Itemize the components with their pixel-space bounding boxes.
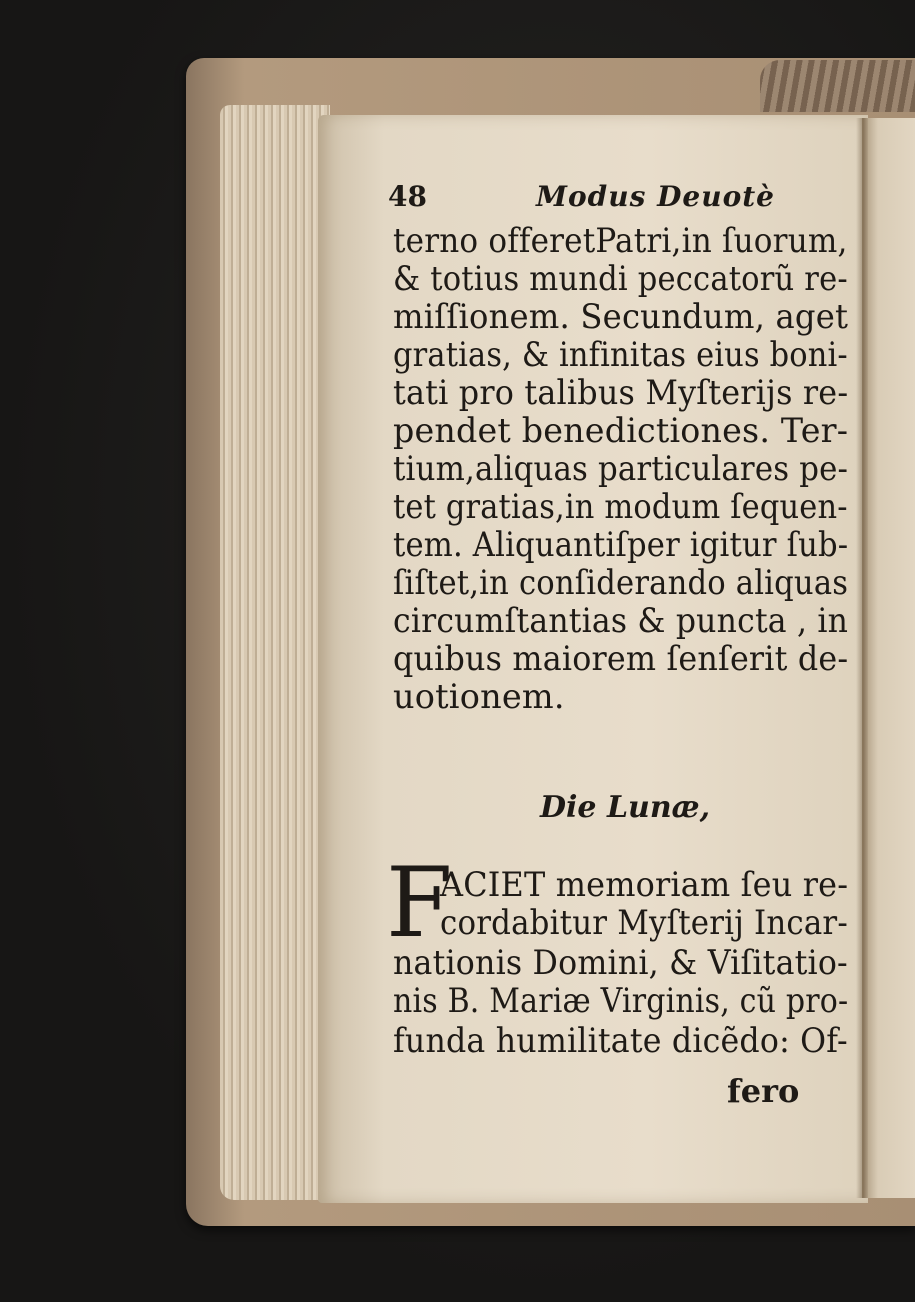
book-headband xyxy=(760,60,915,112)
text-line: funda humilitate dicẽdo: Of- xyxy=(393,1021,848,1060)
page-number: 48 xyxy=(388,180,427,213)
text-line: cordabitur Myſterij Incar- xyxy=(440,903,848,942)
text-line: miſſionem. Secundum, aget xyxy=(393,297,849,336)
text-line: terno offeretPatri,in ſuorum, xyxy=(393,221,848,260)
text-line: ACIET memoriam ſeu re- xyxy=(440,865,849,904)
page-header xyxy=(388,180,838,220)
text-line: tium,aliquas particulares pe- xyxy=(393,449,849,488)
text-line: nationis Domini, & Viſitatio- xyxy=(393,943,848,982)
text-line: tati pro talibus Myſterijs re- xyxy=(393,373,849,412)
facing-page-edge xyxy=(862,118,915,1198)
text-line: uotionem. xyxy=(393,677,565,716)
text-line: tet gratias,in modum ſequen- xyxy=(393,487,848,526)
text-line: ſiſtet,in conſiderando aliquas xyxy=(393,563,849,602)
text-line: & totius mundi peccatorũ re- xyxy=(393,259,848,298)
text-line: gratias, & infinitas eius boni- xyxy=(393,335,848,374)
text-line: quibus maiorem ſenſerit de- xyxy=(393,639,849,678)
drop-cap: F xyxy=(386,847,453,959)
text-line: circumſtantias & puncta , in xyxy=(393,601,849,640)
text-line: nis B. Mariæ Virginis, cũ pro- xyxy=(393,981,849,1020)
running-head: Modus Deuotè xyxy=(536,180,775,213)
section-title: Die Lunæ, xyxy=(540,790,711,825)
gutter-shadow xyxy=(856,118,868,1198)
page-edges xyxy=(220,105,330,1200)
text-line: pendet benedictiones. Ter- xyxy=(393,411,849,450)
catchword: fero xyxy=(727,1072,800,1110)
text-line: tem. Aliquantiſper igitur ſub- xyxy=(393,525,849,564)
